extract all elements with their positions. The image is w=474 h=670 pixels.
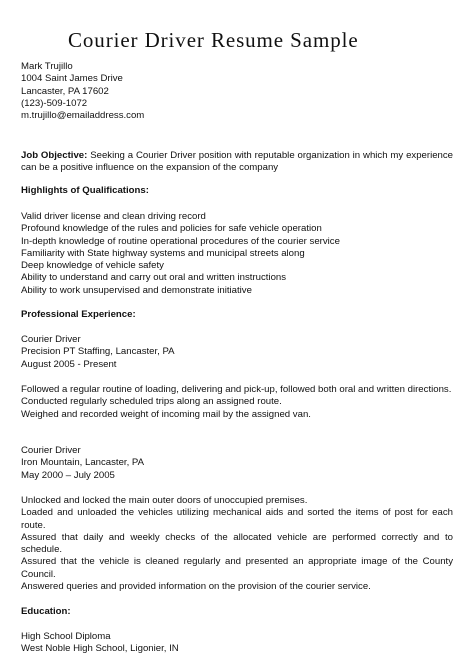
contact-street: 1004 Saint James Drive <box>21 73 123 85</box>
education-heading: Education: <box>21 606 71 617</box>
job-entry <box>21 334 453 371</box>
job-company: Iron Mountain, Lancaster, PA <box>21 457 145 469</box>
job-duty: Followed a regular routine of loading, delivering and pick-up, followed both oral and written directions. <box>21 384 452 395</box>
contact-name: Mark Trujillo <box>21 61 73 72</box>
job-duty: Unlocked and locked the main outer doors of unoccupied premises. <box>21 495 308 506</box>
page-title: Courier Driver Resume Sample <box>68 28 359 52</box>
job-duty: Loaded and unloaded the vehicles utilizing mechanical aids and sorted the items of post for each route. <box>21 507 453 531</box>
job-dates: August 2005 - Present <box>21 358 117 370</box>
job-title: Courier Driver <box>21 334 81 345</box>
highlight-item: Valid driver license and clean driving record <box>21 211 206 222</box>
contact-block <box>21 61 453 122</box>
job-duty: Answered queries and provided information on the provision of the courier service. <box>21 581 371 593</box>
job-dates: May 2000 – July 2005 <box>21 469 115 481</box>
highlight-item: Ability to understand and carry out oral and written instructions <box>21 272 287 284</box>
education-details <box>21 631 453 656</box>
highlight-item: Deep knowledge of vehicle safety <box>21 260 164 272</box>
objective-text: Seeking a Courier Driver position with reputable organization in which my experience can be a positive influence on the expansion of the company <box>21 150 454 174</box>
experience-heading: Professional Experience: <box>21 309 136 320</box>
highlight-item: In-depth knowledge of routine operational procedures of the courier service <box>21 235 340 247</box>
education-section <box>21 606 453 618</box>
objective-section <box>21 150 453 175</box>
highlight-item: Ability to work unsupervised and demonstrate initiative <box>21 284 252 296</box>
job-duty: Assured that the vehicle is cleaned regularly and presented an appropriate image of the County Council. <box>21 556 453 580</box>
education-school: West Noble High School, Ligonier, IN <box>21 643 179 655</box>
contact-city: Lancaster, PA 17602 <box>21 85 109 97</box>
job-duties <box>21 384 453 421</box>
job-entry <box>21 445 453 482</box>
job-title: Courier Driver <box>21 445 81 456</box>
contact-phone: (123)-509-1072 <box>21 97 88 109</box>
objective-paragraph <box>21 150 453 175</box>
job-duties <box>21 495 453 593</box>
highlight-item: Profound knowledge of the rules and policies for safe vehicle operation <box>21 223 322 235</box>
highlights-list <box>21 211 453 297</box>
highlight-item: Familiarity with State highway systems and municipal streets along <box>21 247 305 259</box>
contact-email: m.trujillo@emailaddress.com <box>21 110 145 122</box>
job-duty: Weighed and recorded weight of incoming mail by the assigned van. <box>21 408 311 420</box>
education-degree: High School Diploma <box>21 631 111 642</box>
job-duty: Assured that daily and weekly checks of the allocated vehicle are performed correctly and to schedule. <box>21 531 453 556</box>
highlights-section <box>21 185 453 197</box>
objective-label: Job Objective: <box>21 150 88 161</box>
highlights-heading: Highlights of Qualifications: <box>21 185 149 196</box>
job-company: Precision PT Staffing, Lancaster, PA <box>21 346 175 358</box>
experience-section <box>21 309 453 321</box>
job-duty: Conducted regularly scheduled trips along an assigned route. <box>21 396 282 408</box>
